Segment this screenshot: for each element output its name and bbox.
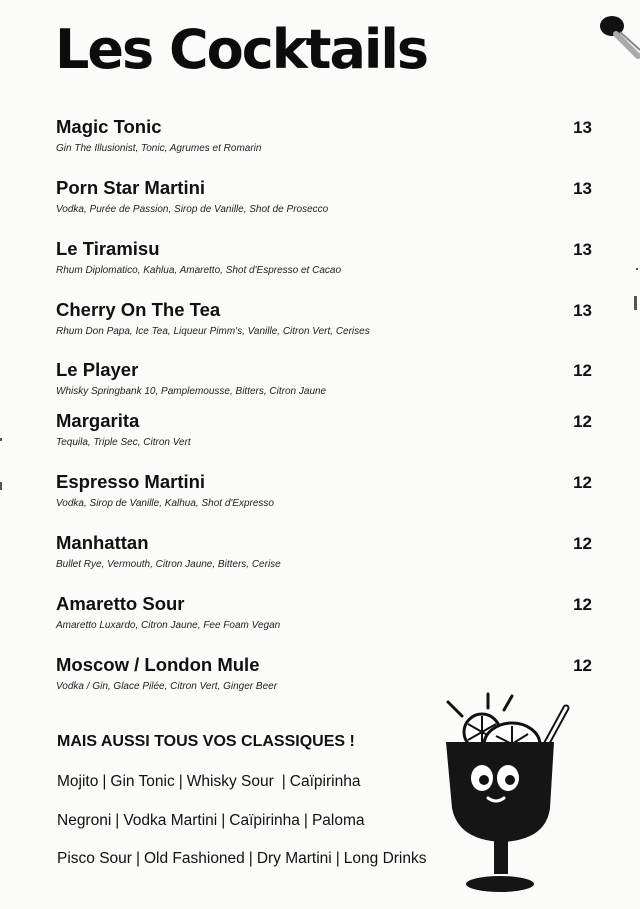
cocktail-name: Cherry On The Tea [56, 299, 221, 320]
cocktail-name: Amaretto Sour [56, 593, 185, 614]
separator: | [102, 773, 107, 790]
cocktail-item [56, 410, 596, 448]
classic-drink: Gin Tonic [110, 773, 175, 790]
cocktail-description: Rhum Diplomatico, Kahlua, Amaretto, Shot d'Espresso et Cacao [56, 265, 342, 276]
classics-line [57, 850, 427, 868]
separator: | [335, 850, 340, 867]
cocktail-item [56, 593, 596, 631]
cocktail-name: Porn Star Martini [56, 177, 206, 198]
cocktail-name: Margarita [56, 410, 140, 431]
cocktail-price: 13 [573, 118, 592, 137]
classic-drink: Caïpirinha [229, 812, 300, 829]
cocktail-item [56, 654, 596, 692]
separator: | [135, 850, 140, 867]
cocktail-item [56, 359, 596, 397]
cocktail-item [56, 177, 596, 215]
classic-drink: Negroni [57, 812, 112, 829]
cocktail-item [56, 471, 596, 509]
classic-drink: Vodka Martini [123, 812, 218, 829]
cocktail-price: 13 [573, 240, 592, 259]
cocktail-name: Espresso Martini [56, 471, 206, 492]
cocktail-price: 12 [573, 473, 592, 492]
classics-line [57, 812, 365, 830]
cocktail-description: Rhum Don Papa, Ice Tea, Liqueur Pimm's, Vanille, Citron Vert, Cerises [56, 326, 370, 337]
cocktail-item [56, 532, 596, 570]
classic-drink: Caïpirinha [289, 773, 361, 790]
scan-speck [636, 268, 638, 270]
cocktail-description: Gin The Illusionist, Tonic, Agrumes et Romarin [56, 143, 262, 154]
separator: | [303, 812, 308, 829]
scan-speck [0, 438, 2, 441]
scan-speck [634, 296, 637, 310]
cocktail-description: Bullet Rye, Vermouth, Citron Jaune, Bitters, Cerise [56, 559, 281, 570]
cocktail-name: Le Player [56, 359, 139, 380]
cocktail-name: Magic Tonic [56, 116, 162, 137]
cocktail-price: 12 [573, 595, 592, 614]
cocktail-price: 13 [573, 301, 592, 320]
separator: | [115, 812, 120, 829]
separator: | [178, 773, 183, 790]
decorative-object-icon [598, 12, 640, 65]
cocktail-item [56, 116, 596, 154]
cocktail-description: Amaretto Luxardo, Citron Jaune, Fee Foam Vegan [56, 620, 281, 631]
cocktail-description: Vodka, Sirop de Vanille, Kalhua, Shot d'Expresso [56, 498, 274, 509]
cocktail-glass-icon [438, 690, 578, 905]
cocktail-price: 12 [573, 412, 592, 431]
cocktail-price: 12 [573, 361, 592, 380]
cocktail-description: Tequila, Triple Sec, Citron Vert [56, 437, 191, 448]
cocktail-price: 12 [573, 656, 592, 675]
classic-drink: Paloma [311, 812, 365, 829]
cocktail-description: Whisky Springbank 10, Pamplemousse, Bitters, Citron Jaune [56, 386, 327, 397]
cocktail-name: Le Tiramisu [56, 238, 160, 259]
cocktail-description: Vodka / Gin, Glace Pilée, Citron Vert, Ginger Beer [56, 681, 278, 692]
cocktail-name: Moscow / London Mule [56, 654, 260, 675]
cocktail-description: Vodka, Purée de Passion, Sirop de Vanille, Shot de Prosecco [56, 204, 329, 215]
classic-drink: Mojito [57, 773, 99, 790]
classic-drink: Whisky Sour [186, 773, 274, 790]
classic-drink: Long Drinks [343, 850, 427, 867]
separator: | [248, 850, 253, 867]
cocktail-name: Manhattan [56, 532, 149, 553]
classics-line [57, 773, 360, 791]
cocktail-price: 12 [573, 534, 592, 553]
classic-drink: Old Fashioned [143, 850, 245, 867]
scan-speck [0, 482, 2, 490]
separator: | [221, 812, 226, 829]
classics-heading: MAIS AUSSI TOUS VOS CLASSIQUES ! [57, 733, 355, 750]
cocktail-price: 13 [573, 179, 592, 198]
separator: | [281, 773, 286, 790]
cocktail-item [56, 238, 596, 276]
classic-drink: Dry Martini [256, 850, 332, 867]
cocktail-item [56, 299, 596, 337]
page-title: Les Cocktails [55, 18, 428, 81]
classic-drink: Pisco Sour [57, 850, 132, 867]
